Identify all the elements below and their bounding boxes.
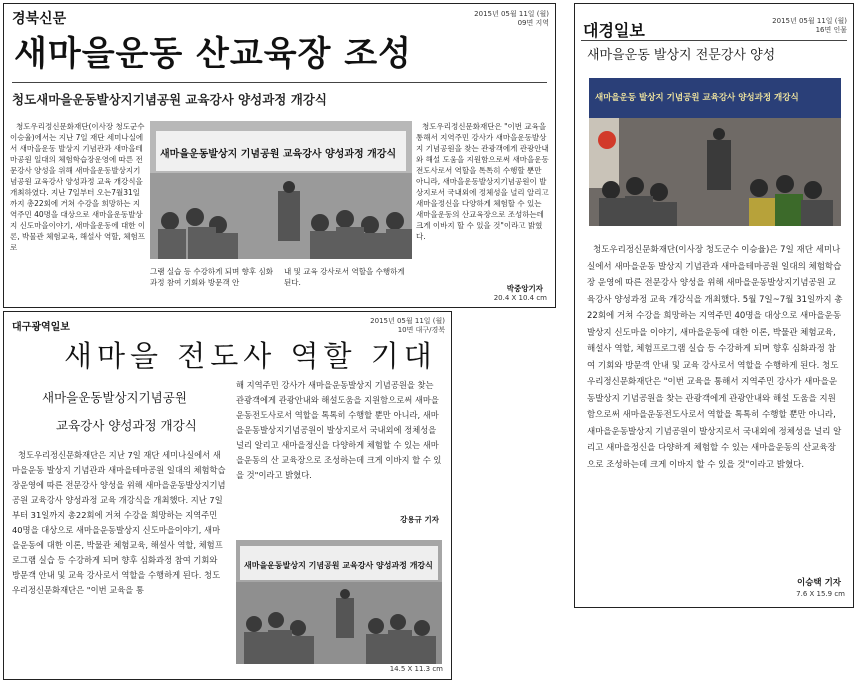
headline: 새마을운동 산교육장 조성	[14, 34, 412, 74]
banner-text: 새마을운동 발상지 기념공원 교육강사 양성과정 개강식	[595, 93, 799, 103]
divider	[581, 40, 847, 41]
article-column-2: 그램 실습 등 수강하게 되며 향후 심화과정 참여 기회와 방문객 안	[150, 267, 273, 287]
subheadline-1: 새마을운동발상지기념공원	[42, 390, 187, 405]
paper-masthead: 대경일보	[583, 21, 645, 40]
divider	[12, 82, 547, 83]
paper-date: 2015년 05월 11일 (월) 09면 지역	[474, 10, 549, 27]
banner-text: 새마을운동발상지 기념공원 교육강사 양성과정 개강식	[160, 149, 397, 160]
clip-size: 20.4 X 10.4 cm	[493, 294, 547, 302]
article-column-1: 청도우리정신문화재단(이사장 청도군수 이승율)에서는 지난 7일 재단 세미나실에서 새마을운동 발상지 기념관과 새마을테마공원 일대의 체험학습장운영에 따른 전문강사 양성을 위해 새마을운동발상지기념공원 교육강사 양성과정 교육 개강식을 개최하였다. 지난 7일부터 오는7월31일까지 총22회에 거쳐 수강을 희망하는 지역주민 40명을 대상으로 새마을운동발상지 신도마을이야기, 새마을운동에 대한 이론, 박물관 체험교육, 해설사 역할, 체험프로	[10, 122, 146, 252]
event-photo	[150, 121, 412, 259]
clip-size: 14.5 X 11.3 cm	[389, 665, 443, 673]
article-column-4: 청도우리정신문화재단은 "이번 교육을 통해서 지역주민 강사가 새마을운동발상지 기념공원을 찾는 관광객에게 관광안내와 해설 도움을 지원함으로써 새마을운동전도사로서 역할을 톡톡히 수행할 뿐만 아니라, 새마을운동발상지기념공원이 발상지로서 국내외에 정체성을 널리 알리고 새마을정신을 다양하게 체험할 수 있는 새마을운동의 산교육장으로 조성하는데 크게 이바지 할 수 있을 것"이라고 밝혔다.	[416, 122, 549, 241]
clip-daegu	[3, 311, 452, 680]
byline: 이승택 기자	[796, 578, 841, 588]
article-column-3: 내 및 교육 강사로서 역할을 수행하게 된다.	[284, 267, 405, 287]
headline: 새마을운동 발상지 전문강사 양성	[587, 48, 776, 63]
clip-size: 7.6 X 15.9 cm	[796, 590, 845, 598]
clip-gyeongbuk	[3, 3, 556, 308]
event-photo	[589, 78, 841, 226]
paper-masthead: 대구광역일보	[12, 322, 70, 333]
paper-date: 2015년 05월 11일 (월) 16면 인물	[772, 17, 847, 34]
article-column-1: 청도우리정신문화재단은 지난 7일 재단 세미나실에서 새마을운동 발상지 기념관과 새마을테마공원 일대의 체험학습장운영에 따른 전문강사 양성을 위해 새마을운동발상지기념공원 교육강사 양성과정 교육 개강식을 개최했다. 지난 7일부터 31일까지 총22회에 거쳐 수강을 희망하는 지역주민 40명을 대상으로 새마을운동발상지 신도마을이야기, 새마을운동에 대한 이론, 박물관 체험교육, 해설사 역할, 체험프로그램 실습 등 수강하게 되며 향후 심화과정 참여 기회와 방문객 안내 및 교육 강사로서 역할을 수행하게 된다. 청도우리정신문화재단은 "이번 교육을 통	[12, 450, 226, 595]
byline: 강용규 기자	[400, 515, 439, 524]
article-column-2: 해 지역주민 강사가 새마을운동발상지 기념공원을 찾는 관광객에게 관광안내와 해설도움을 지원함으로써 새마을운동전도사로서 역할을 톡톡히 수행할 뿐만 아니라, 새마을운동발상지기념공원이 발상지로서 국내외에 정체성을 널리 알리고 새마을정신을 다양하게 체험할 수 있는 새마을운동의 산 교육장으로 조성하는데 크게 이바지 할 수 있을 것"이라고 밝혔다.	[236, 380, 442, 480]
subheadline-2: 교육강사 양성과정 개강식	[56, 418, 197, 433]
paper-date: 2015년 05월 11일 (월) 10면 대구/경북	[370, 317, 445, 334]
headline: 새마을 전도사 역할 기대	[64, 339, 437, 373]
byline: 박중앙기자	[506, 284, 543, 293]
subheadline: 청도새마을운동발상지기념공원 교육강사 양성과정 개강식	[12, 92, 327, 107]
paper-masthead: 경북신문	[12, 11, 67, 27]
clip-daegyeong	[574, 3, 854, 608]
event-photo	[236, 540, 442, 664]
banner-text: 새마을운동발상지 기념공원 교육강사 양성과정 개강식	[244, 561, 433, 570]
article-body: 청도우리정신문화재단(이사장 청도군수 이승율)은 7일 재단 세미나실에서 새마을운동 발상지 기념관과 새마을테마공원 일대의 체험학습장 운영에 따른 전문강사 양성을 위해 새마을운동발상지기념공원 교육강사 양성과정 교육 개강식을 개최했다. 5월 7일~7월 31일까지 총22회에 거쳐 수강을 희망하는 지역주민 40명을 대상으로 새마을운동발상지 신도마을 이야기, 새마을운동에 대한 이론, 박물관 체험교육, 해설사 역할, 체험프로그램 실습 등 수강하게 되며 향후 심화과정 참여 기회와 방문객 안내 및 교육 강사로서 역할을 수행하게 된다. 청도우리정신문화재단은 "이번 교육을 통해서 지역주민 강사가 새마을운동발상지 기념공원을 찾는 관광객에게 관광안내와 해설 도움을 지원함으로써 새마을운동전도사로서 역할을 톡톡히 수행할 뿐만 아니라, 새마을운동발상지 기념공원이 발상지로서 국내외에 정체성을 널리 알리고 새마을정신을 다양하게 체험할 수 있는 새마을운동의 산교육장으로 조성하는데 크게 이바지 할 수 있을 것"이라고 밝혔다.	[587, 245, 843, 470]
